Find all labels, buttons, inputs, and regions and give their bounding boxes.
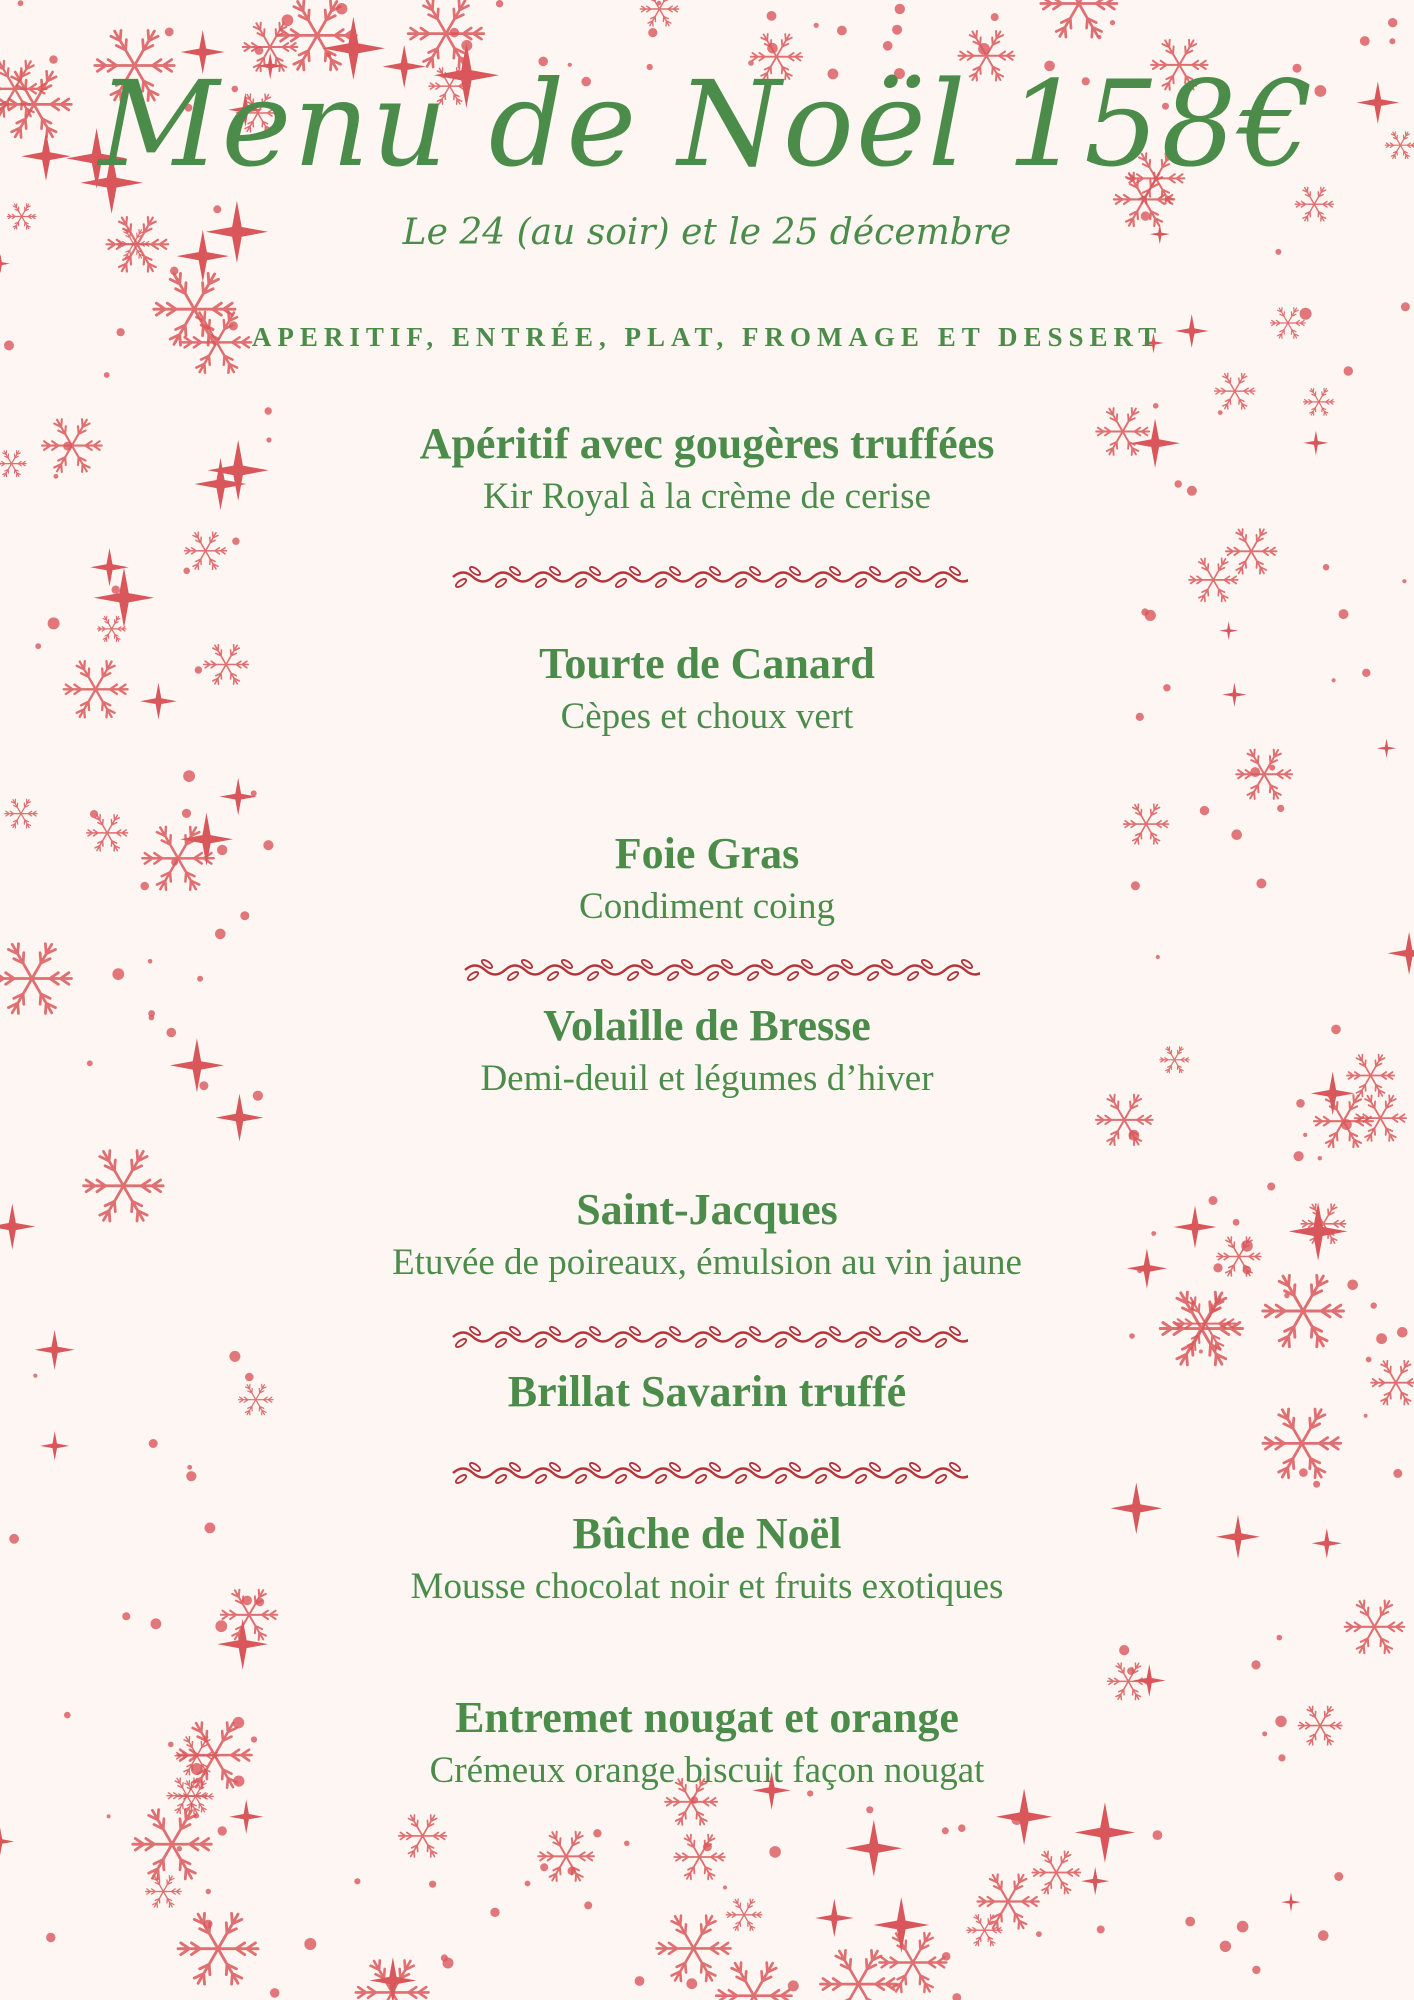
dish-name: Entremet nougat et orange [455, 1693, 959, 1742]
dish-description: Mousse chocolat noir et fruits exotiques [410, 1565, 1004, 1607]
dish-name: Tourte de Canard [539, 639, 875, 688]
menu-item [0, 1366, 1414, 1419]
dish-description: Crémeux orange biscuit façon nougat [429, 1749, 985, 1791]
menu-title: Menu de Noël 158€ [98, 55, 1316, 193]
dish-name: Saint-Jacques [576, 1185, 838, 1234]
dish-name: Brillat Savarin truffé [507, 1367, 907, 1416]
menu-item [0, 1692, 1414, 1797]
dish-name: Bûche de Noël [572, 1509, 842, 1558]
menu-dates: Le 24 (au soir) et le 25 décembre [402, 212, 1012, 253]
dish-description: Cèpes et choux vert [560, 695, 854, 737]
menu-item [0, 638, 1414, 743]
menu-item [0, 828, 1414, 933]
holly-vine-divider [460, 955, 980, 985]
menu-item [0, 418, 1414, 523]
dish-description: Demi-deuil et légumes d’hiver [480, 1057, 934, 1099]
dish-description: Condiment coing [579, 885, 835, 927]
dish-name: Apéritif avec gougères truffées [419, 419, 995, 468]
dish-name: Foie Gras [614, 829, 800, 878]
dish-description: Etuvée de poireaux, émulsion au vin jaune [392, 1241, 1022, 1283]
holly-vine-divider [448, 562, 968, 592]
holly-vine-divider [448, 1458, 968, 1488]
holly-vine-divider [448, 1322, 968, 1352]
menu-item [0, 1000, 1414, 1105]
dish-description: Kir Royal à la crème de cerise [483, 475, 931, 517]
menu-item [0, 1184, 1414, 1289]
dish-name: Volaille de Bresse [543, 1001, 871, 1050]
menu-item [0, 1508, 1414, 1613]
courses-summary: APERITIF, ENTRÉE, PLAT, FROMAGE ET DESSERT [251, 322, 1163, 352]
